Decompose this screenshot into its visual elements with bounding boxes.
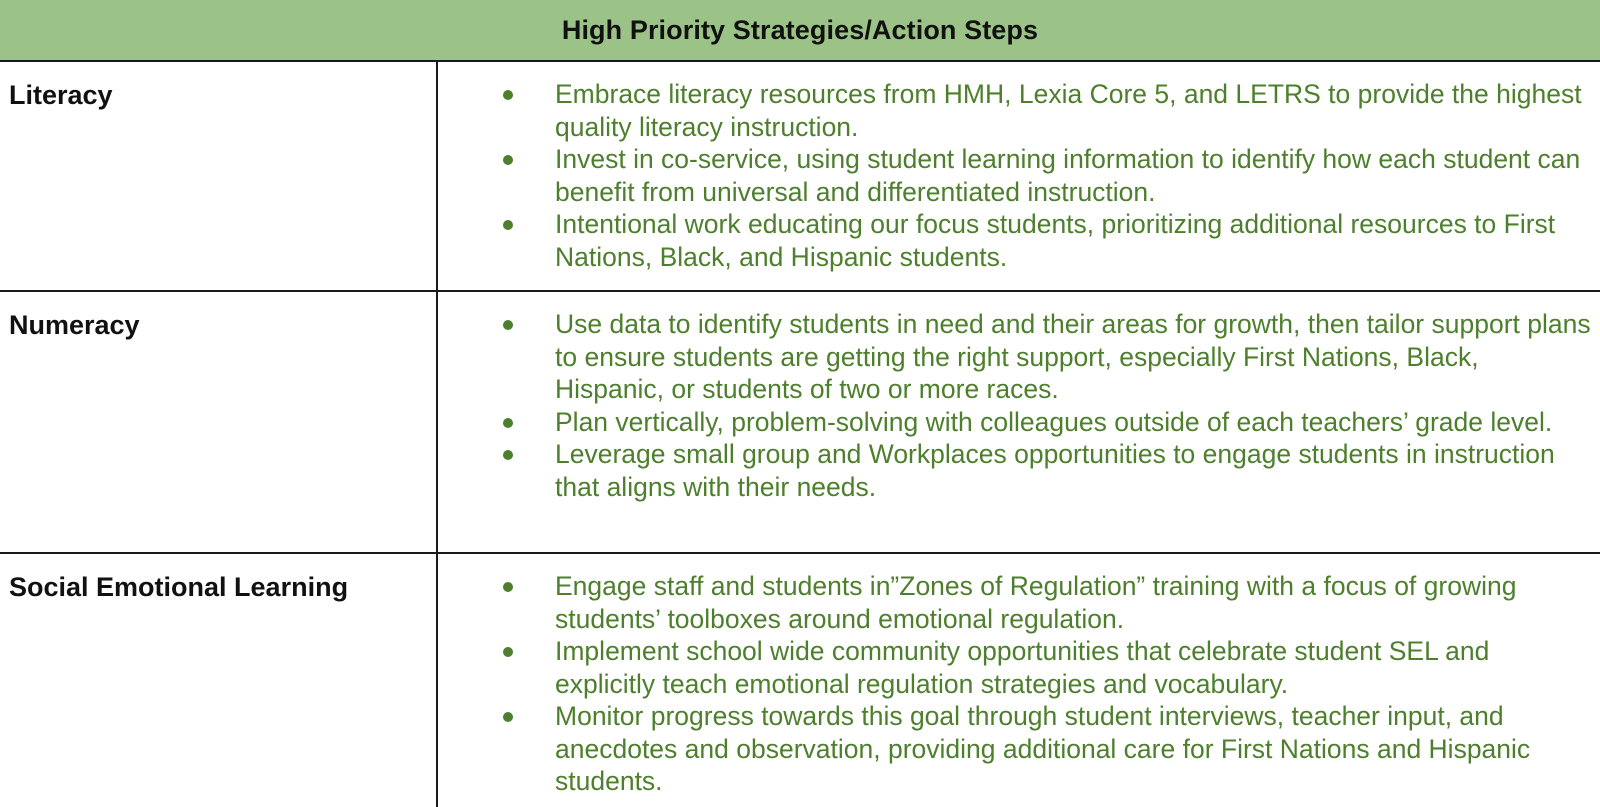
bullet-text: Plan vertically, problem-solving with colleagues outside of each teachers’ grade level. <box>555 406 1553 437</box>
bullet-dot-icon <box>503 582 513 592</box>
section-label: Literacy <box>9 80 113 110</box>
bullet-dot-icon <box>503 90 513 100</box>
bullet-dot-icon <box>503 320 513 330</box>
bullet-text: Leverage small group and Workplaces opportunities to engage students in instruction that aligns with their needs. <box>555 439 1555 502</box>
bullet-text: Use data to identify students in need and their areas for growth, then tailor support plans to ensure students are getting the right support, especially First Nations, Black, Hispanic, or students of two or more races. <box>555 309 1591 404</box>
bullet-text: Embrace literacy resources from HMH, Lexia Core 5, and LETRS to provide the highest quality literacy instruction. <box>555 79 1582 142</box>
bullet-dot-icon <box>503 220 513 230</box>
section-label: Social Emotional Learning <box>9 572 349 602</box>
bullet-item <box>498 406 1593 439</box>
bullet-dot-icon <box>503 712 513 722</box>
bullet-dot-icon <box>503 418 513 428</box>
bullet-text: Invest in co-service, using student learning information to identify how each student can benefit from universal and differentiated instruction. <box>555 144 1581 207</box>
bullet-item <box>498 308 1593 406</box>
column-divider <box>436 62 438 807</box>
section-numeracy <box>0 292 1600 554</box>
bullet-item <box>498 700 1593 798</box>
table-title: High Priority Strategies/Action Steps <box>561 14 1039 45</box>
bullet-list <box>498 308 1593 503</box>
bullet-item <box>498 438 1593 503</box>
bullet-dot-icon <box>503 647 513 657</box>
bullet-dot-icon <box>503 450 513 460</box>
bullet-item <box>498 143 1593 208</box>
section-literacy <box>0 62 1600 292</box>
bullet-text: Intentional work educating our focus students, prioritizing additional resources to First Nations, Black, and Hispanic students. <box>555 209 1556 272</box>
bullet-text: Monitor progress towards this goal through student interviews, teacher input, and anecdotes and observation, providing additional care for First Nations and Hispanic students. <box>555 701 1531 796</box>
bullet-item <box>498 208 1593 273</box>
bullet-list <box>498 78 1593 273</box>
table-header <box>0 0 1600 62</box>
section-label: Numeracy <box>9 310 140 340</box>
bullet-item <box>498 78 1593 143</box>
section-social-emotional-learning <box>0 554 1600 807</box>
bullet-text: Implement school wide community opportunities that celebrate student SEL and explicitly teach emotional regulation strategies and vocabulary. <box>555 636 1490 699</box>
bullet-item <box>498 635 1593 700</box>
bullet-dot-icon <box>503 155 513 165</box>
bullet-item <box>498 570 1593 635</box>
bullet-text: Engage staff and students in”Zones of Regulation” training with a focus of growing students’ toolboxes around emotional regulation. <box>555 571 1517 634</box>
bullet-list <box>498 570 1593 798</box>
